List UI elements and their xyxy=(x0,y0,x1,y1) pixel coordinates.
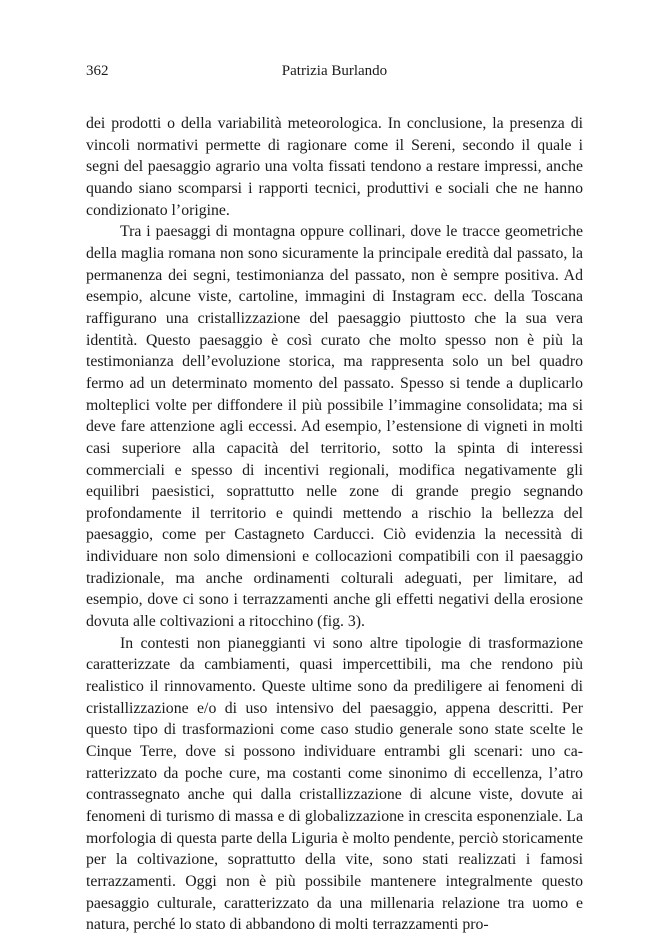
paragraph-2: Tra i paesaggi di montagna oppure collinari, dove le tracce geometriche della maglia romana non sono sicuramente la principale eredità dal passato, la permanenza dei segni, testimonianza del passato, non è sempre positiva. Ad esempio, alcune viste, cartoline, immagini di Instagram ecc. della Toscana raffigurano una cristallizzazione del paesaggio piuttosto che la sua vera identità. Questo paesaggio è così curato che molto spesso non è più la testimonianza dell’evoluzione storica, ma rappresenta solo un bel quadro fermo ad un determinato momento del passato. Spesso si tende a duplicarlo molteplici volte per diffondere il più possibile l’immagine consolidata; ma si deve fare attenzione agli eccessi. Ad esempio, l’estensione di vigneti in molti casi superiore alla capacità del territorio, sotto la spinta di interessi commerciali e spesso di incentivi regionali, modifica negativamente gli equilibri paesistici, soprattutto nelle zone di grande pregio segnando profondamente il territorio e quindi mettendo a rischio la bellezza del paesaggio, come per Castagneto Carducci. Ciò evidenzia la necessità di individuare non solo dimensioni e collocazioni compatibili con il paesaggio tradizionale, ma anche ordinamenti colturali adeguati, per limitare, ad esempio, dove ci sono i terrazzamenti anche gli effetti negativi della erosione dovuta alle coltivazioni a ritocchino (fig. 3). xyxy=(86,223,583,631)
running-head xyxy=(86,60,583,82)
paragraph-3: In contesti non pianeggianti vi sono altre tipologie di trasformazione caratterizzate da cambiamenti, quasi impercettibili, ma che rendono più realistico il rinnovamento. Queste ultime sono da prediligere ai fenomeni di cristallizzazione e/o di uso intensivo del paesaggio, appena descritti. Per questo tipo di trasformazioni come caso studio generale sono state scelte le Cinque Terre, dove si possono individuare entrambi gli scenari: uno caratterizzato da poche cure, ma costanti come sinonimo di eccellenza, l’atro contrassegnato anche qui dalla cristallizzazione di alcune viste, dovute ai fenomeni di turismo di massa e di globalizzazione in crescita esponenziale. La morfologia di questa parte della Liguria è molto pendente, perciò storicamente per la coltivazione, soprattutto della vite, sono stati realizzati i famosi terrazzamenti. Oggi non è più possibile mantenere integralmente questo paesaggio culturale, caratterizzato da una millenaria relazione tra uomo e natura, perché lo stato di abbandono di molti terrazzamenti pro- xyxy=(86,634,583,934)
body-text xyxy=(86,113,583,936)
paragraph-1: dei prodotti o della variabilità meteorologica. In conclusione, la presenza di vincoli normativi permette di ragionare come il Sereni, secondo il quale i segni del paesaggio agrario una volta fissati tendono a restare impressi, anche quando siano scomparsi i rapporti tecnici, produttivi e sociali che ne hanno condizionato l’origine. xyxy=(86,115,583,219)
page-number: 362 xyxy=(86,63,109,79)
running-title: Patrizia Burlando xyxy=(281,63,388,79)
